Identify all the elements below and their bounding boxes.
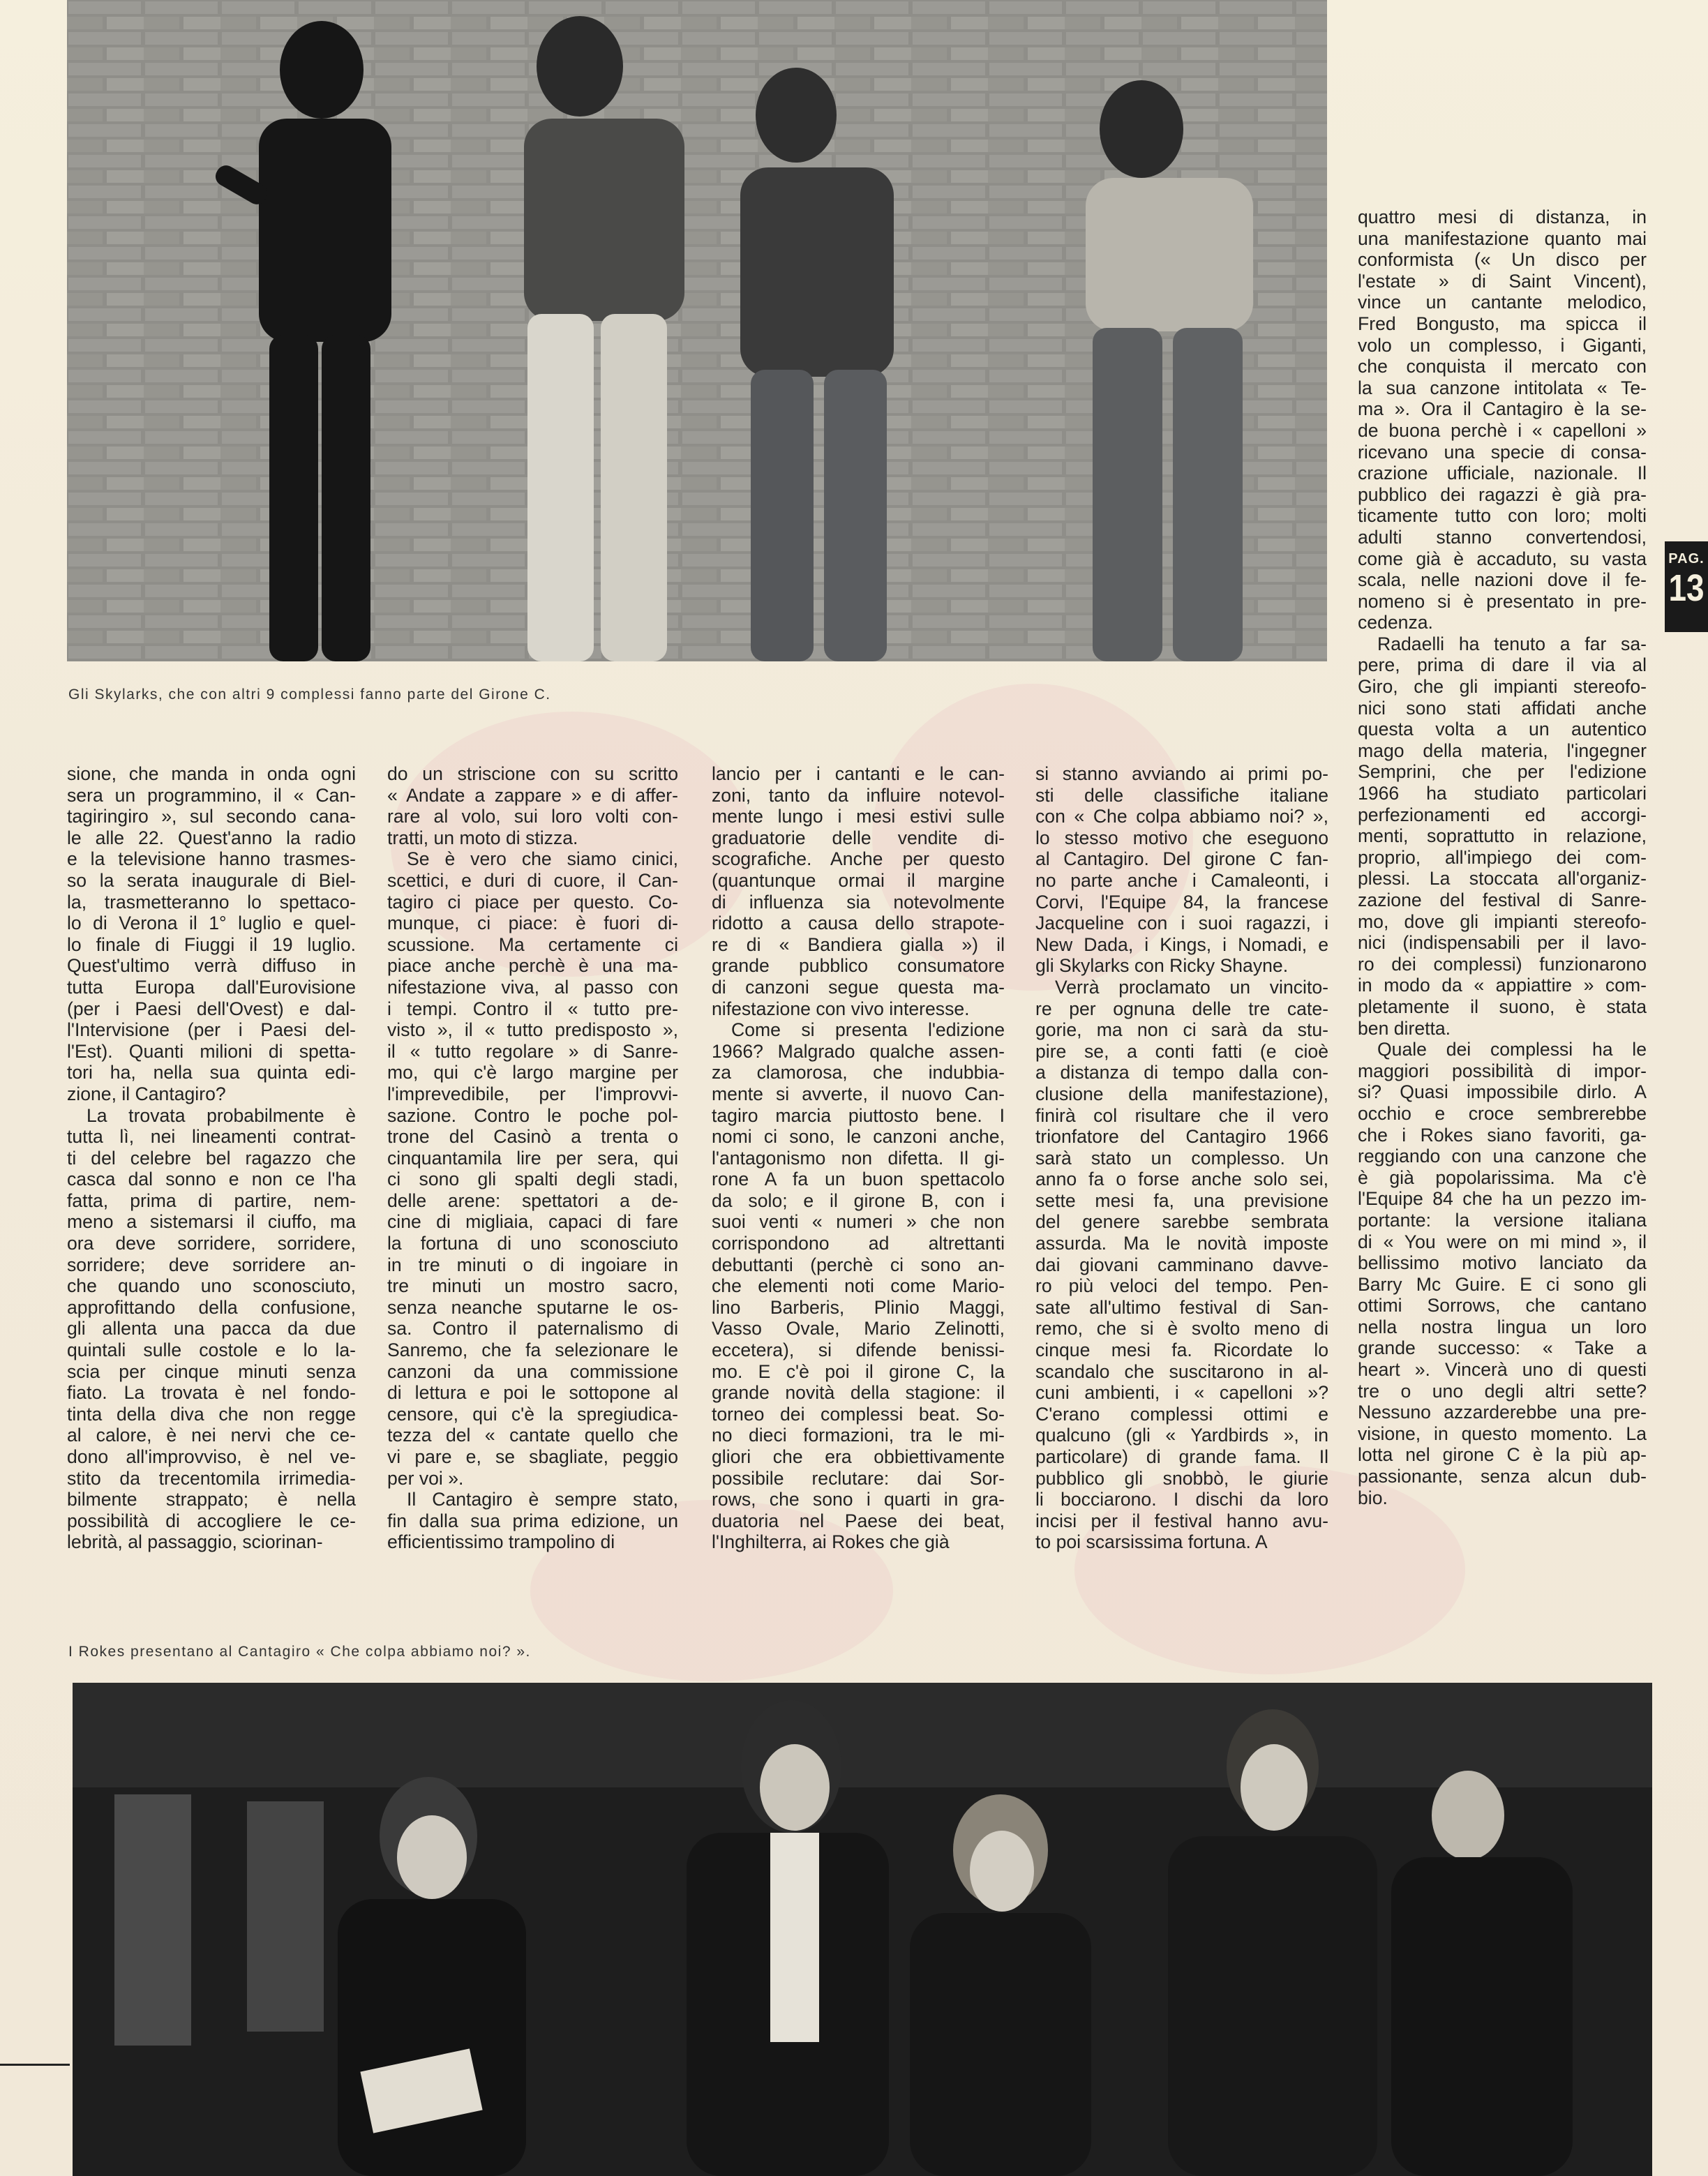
text-line: nella nostra lingua un loro bbox=[1358, 1316, 1647, 1337]
text-line: sera un programmino, il « Can- bbox=[67, 784, 356, 806]
text-line: la fortuna di uno sconosciuto bbox=[387, 1233, 678, 1254]
text-line: pubblico gli snobbò, le giurie bbox=[1035, 1467, 1328, 1489]
text-line: fiato. La trovata è nel fondo- bbox=[67, 1382, 356, 1404]
text-line: trionfatore del Cantagiro 1966 bbox=[1035, 1126, 1328, 1148]
text-line: e la televisione hanno trasmes- bbox=[67, 848, 356, 870]
text-line: mago della materia, l'ingegner bbox=[1358, 740, 1647, 761]
text-line: « Andate a zappare » e di affer- bbox=[387, 784, 678, 806]
text-line: quintali sulle costole e lo la- bbox=[67, 1340, 356, 1361]
text-line: munque, ci piace: è fuori di- bbox=[387, 913, 678, 934]
text-line: delle arene: spettatori a de- bbox=[387, 1190, 678, 1211]
text-line: trone del Casinò a trenta o bbox=[387, 1126, 678, 1148]
text-line: lotta nel girone C è la più ap- bbox=[1358, 1444, 1647, 1466]
text-line: nici sono stati affidati anche bbox=[1358, 697, 1647, 719]
text-line: so la serata inaugurale di Biel- bbox=[67, 869, 356, 891]
text-line: il « tutto regolare » di Sanre- bbox=[387, 1040, 678, 1062]
text-line: di canzoni segue questa ma- bbox=[712, 976, 1005, 998]
text-line: crazione ufficiale, nazionale. Il bbox=[1358, 463, 1647, 484]
text-line: tezza del « cantate quello che bbox=[387, 1425, 678, 1446]
text-line: Se è vero che siamo cinici, bbox=[407, 848, 678, 870]
text-line: proprio, all'impiego dei com- bbox=[1358, 846, 1647, 868]
text-line: l'imprevedibile, per l'improvvi- bbox=[387, 1083, 678, 1104]
text-line: pletamente il suono, è stata bbox=[1358, 996, 1647, 1017]
text-line: remo, che si è svolto meno di bbox=[1035, 1318, 1328, 1340]
text-line: a distanza di tempo dalla con- bbox=[1035, 1062, 1328, 1083]
text-line: vince un cantante melodico, bbox=[1358, 292, 1647, 313]
text-line: che conquista il mercato con bbox=[1358, 356, 1647, 377]
text-line: ci sono gli spalti degli stadi, bbox=[387, 1169, 678, 1190]
text-line: la sua canzone intitolata « Te- bbox=[1358, 377, 1647, 398]
text-line: che i Rokes siano favoriti, ga- bbox=[1358, 1124, 1647, 1146]
text-line: torneo dei complessi beat. So- bbox=[712, 1403, 1005, 1425]
text-line: Come si presenta l'edizione bbox=[731, 1019, 1005, 1041]
text-line: si? Quasi impossibile dirlo. A bbox=[1358, 1081, 1647, 1103]
text-line: tagiro ci piace per questo. Co- bbox=[387, 891, 678, 913]
text-line: li bocciarono. I dischi da loro bbox=[1035, 1489, 1328, 1510]
text-line: mo, dove gli impianti stereofo- bbox=[1358, 910, 1647, 932]
photo-caption-top: Gli Skylarks, che con altri 9 complessi fanno parte del Girone C. bbox=[68, 686, 551, 703]
text-line: l'Intervisione (per i Paesi del- bbox=[67, 1019, 356, 1041]
text-line: cine di migliaia, capaci di fare bbox=[387, 1211, 678, 1233]
text-line: che quando uno sconosciuto, bbox=[67, 1275, 356, 1297]
text-line: scia per cinque minuti senza bbox=[67, 1360, 356, 1382]
margin-rule bbox=[0, 2064, 70, 2066]
text-line: finirà col risultare che il vero bbox=[1035, 1104, 1328, 1126]
text-line: al calore, è nei nervi che ce- bbox=[67, 1425, 356, 1446]
text-line: pubblico dei ragazzi è già pra- bbox=[1358, 483, 1647, 505]
text-line: tratti, un moto di stizza. bbox=[387, 827, 578, 848]
text-line: canzoni da una commissione bbox=[387, 1360, 678, 1382]
text-line: mo. E c'è poi il girone C, la bbox=[712, 1360, 1005, 1382]
text-line: suoi venti « numeri » che non bbox=[712, 1211, 1005, 1233]
text-line: ben diretta. bbox=[1358, 1017, 1451, 1039]
text-line: scussione. Ma certamente ci bbox=[387, 933, 678, 955]
text-line: meno a sistemarsi il ciuffo, ma bbox=[67, 1211, 356, 1233]
text-line: Quest'ultimo verrà diffuso in bbox=[67, 955, 356, 977]
text-line: grande successo: « Take a bbox=[1358, 1337, 1647, 1359]
text-line: nifestazione con vivo interesse. bbox=[712, 998, 970, 1019]
text-line: del genere sarebbe sembrata bbox=[1035, 1211, 1328, 1233]
text-line: Fred Bongusto, ma spicca il bbox=[1358, 313, 1647, 334]
text-line: Nessuno azzarderebbe una pre- bbox=[1358, 1402, 1647, 1423]
text-line: che elementi noti come Mario- bbox=[712, 1275, 1005, 1297]
text-line: l'Est). Quanti milioni di spetta- bbox=[67, 1040, 356, 1062]
text-line: Vasso Ovale, Mario Zelinotti, bbox=[712, 1318, 1005, 1340]
text-line: lo stesso motivo che eseguono bbox=[1035, 827, 1328, 848]
text-line: New Dada, i Kings, i Nomadi, e bbox=[1035, 933, 1328, 955]
text-line: ottimi Sorrows, che cantano bbox=[1358, 1295, 1647, 1316]
text-line: re di « Bandiera gialla ») il bbox=[712, 933, 1005, 955]
text-line: visto », il « tutto predisposto », bbox=[387, 1019, 678, 1041]
text-line: cedenza. bbox=[1358, 612, 1433, 633]
text-line: lo finale di Fiuggi il 19 luglio. bbox=[67, 933, 356, 955]
text-line: grande novità della stagione: il bbox=[712, 1382, 1005, 1404]
text-line: sette mesi fa, una previsione bbox=[1035, 1190, 1328, 1211]
text-line: La trovata probabilmente è bbox=[87, 1104, 356, 1126]
text-line: occhio e croce sembrerebbe bbox=[1358, 1102, 1647, 1124]
text-line: perfezionamenti ed accorgi- bbox=[1358, 804, 1647, 825]
text-line: senza neanche sputarne le os- bbox=[387, 1296, 678, 1318]
text-line: incisi per il festival hanno avu- bbox=[1035, 1510, 1328, 1531]
text-line: rows, che sono i quarti in gra- bbox=[712, 1489, 1005, 1510]
text-line: adulti stanno convertendosi, bbox=[1358, 526, 1647, 548]
text-line: gliori che era obbiettivamente bbox=[712, 1446, 1005, 1467]
text-line: sti delle classifiche italiane bbox=[1035, 784, 1328, 806]
text-line: le alle 22. Quest'anno la radio bbox=[67, 827, 356, 848]
text-line: Barry Mc Guire. E ci sono gli bbox=[1358, 1273, 1647, 1295]
text-line: C'erano complessi ottimi e bbox=[1035, 1403, 1328, 1425]
text-line: conformista (« Un disco per bbox=[1358, 249, 1647, 271]
text-line: menti, soprattutto in relazione, bbox=[1358, 825, 1647, 847]
article-column-5 bbox=[1358, 207, 1647, 1508]
text-line: no dieci formazioni, tra le mi- bbox=[712, 1425, 1005, 1446]
text-line: l'antagonismo non difetta. Il gi- bbox=[712, 1147, 1005, 1169]
text-line: ro dei complessi) funzionarono bbox=[1358, 953, 1647, 975]
text-line: de buona perchè i « capelloni » bbox=[1358, 419, 1647, 441]
text-line: ricevano una specie di consa- bbox=[1358, 441, 1647, 463]
text-line: lebrità, al passaggio, sciorinan- bbox=[67, 1531, 323, 1553]
text-line: sorridere; deve sorridere an- bbox=[67, 1254, 356, 1275]
text-line: Quale dei complessi ha le bbox=[1377, 1039, 1647, 1060]
text-line: pire se, a conti fatti (e cioè bbox=[1035, 1040, 1328, 1062]
text-line: possibilità di accogliere le ce- bbox=[67, 1510, 356, 1531]
text-line: approfittando della confusione, bbox=[67, 1296, 356, 1318]
text-line: fatta, prima di partire, nem- bbox=[67, 1190, 356, 1211]
text-line: scografiche. Anche per questo bbox=[712, 848, 1005, 870]
text-line: censore, qui c'è la spregiudica- bbox=[387, 1403, 678, 1425]
text-line: efficientissimo trampolino di bbox=[387, 1531, 615, 1553]
text-line: passionante, senza alcun dub- bbox=[1358, 1466, 1647, 1487]
text-line: l'Inghilterra, ai Rokes che già bbox=[712, 1531, 950, 1553]
text-line: Il Cantagiro è sempre stato, bbox=[407, 1489, 678, 1510]
text-line: cinquantamila lire per sera, qui bbox=[387, 1147, 678, 1169]
text-line: ma ». Ora il Cantagiro è la se- bbox=[1358, 398, 1647, 420]
text-line: bellissimo motivo lanciato da bbox=[1358, 1252, 1647, 1274]
text-line: la, trasmetteranno lo spettaco- bbox=[67, 891, 356, 913]
text-line: rare al volo, sui loro volti con- bbox=[387, 806, 678, 827]
text-line: nomeno si è presentato in pre- bbox=[1358, 590, 1647, 612]
text-line: ticamente tutto con loro; molti bbox=[1358, 505, 1647, 527]
text-line: to poi scarsissima fortuna. A bbox=[1035, 1531, 1268, 1553]
photo-rokes bbox=[73, 1683, 1652, 2176]
text-line: gli allenta una pacca da due bbox=[67, 1318, 356, 1340]
photo-skylarks bbox=[67, 0, 1327, 661]
text-line: da solo; e il girone B, con i bbox=[712, 1190, 1005, 1211]
text-line: lancio per i cantanti e le can- bbox=[712, 763, 1005, 784]
text-line: i tempi. Contro il « tutto pre- bbox=[387, 998, 678, 1019]
text-line: cuni ambienti, i « capelloni »? bbox=[1035, 1382, 1328, 1404]
page-number-tab bbox=[1665, 541, 1708, 632]
text-line: Jacqueline con i suoi ragazzi, i bbox=[1035, 913, 1328, 934]
text-line: Corvi, l'Equipe 84, la francese bbox=[1035, 891, 1328, 913]
text-line: portante: la versione italiana bbox=[1358, 1209, 1647, 1231]
text-line: una manifestazione quanto mai bbox=[1358, 227, 1647, 249]
text-line: sa. Contro il paternalismo di bbox=[387, 1318, 678, 1340]
text-line: do un striscione con su scritto bbox=[387, 763, 678, 784]
text-line: dai giovani camminano davve- bbox=[1035, 1254, 1328, 1275]
page-number: 13 bbox=[1668, 567, 1705, 609]
text-line: assurda. Ma le novità imposte bbox=[1035, 1233, 1328, 1254]
text-line: nifestazione viva, al passo con bbox=[387, 976, 678, 998]
text-line: scala, nelle nazioni dove il fe- bbox=[1358, 569, 1647, 591]
text-line: qualcuno (gli « Yardbirds », in bbox=[1035, 1425, 1328, 1446]
text-line: reggiando con una canzone che bbox=[1358, 1146, 1647, 1167]
text-line: (quantunque ormai il margine bbox=[712, 869, 1005, 891]
text-line: heart ». Vincerà uno di questi bbox=[1358, 1359, 1647, 1381]
text-line: ridotto a causa dello strapote- bbox=[712, 913, 1005, 934]
text-line: possibile reclutare: dai Sor- bbox=[712, 1467, 1005, 1489]
text-line: tre minuti un mostro sacro, bbox=[387, 1275, 678, 1297]
text-line: 1966? Malgrado qualche assen- bbox=[712, 1040, 1005, 1062]
text-line: 1966 ha studiato particolari bbox=[1358, 783, 1647, 804]
text-line: nomi ci sono, le canzoni anche, bbox=[712, 1126, 1005, 1148]
text-line: sazione. Contro le poche pol- bbox=[387, 1104, 678, 1126]
text-line: scettici, e duri di cuore, il Can- bbox=[387, 869, 678, 891]
page-label: PAG. bbox=[1668, 551, 1705, 566]
text-line: eccetera), si difende benissi- bbox=[712, 1340, 1005, 1361]
text-line: visione, in questo momento. La bbox=[1358, 1423, 1647, 1444]
text-line: lino Barberis, Plinio Maggi, bbox=[712, 1296, 1005, 1318]
text-line: Semprini, che per l'edizione bbox=[1358, 761, 1647, 783]
text-line: (per i Paesi dell'Ovest) e dal- bbox=[67, 998, 356, 1019]
text-line: sate all'ultimo festival di San- bbox=[1035, 1296, 1328, 1318]
text-line: tori ha, nella sua quinta edi- bbox=[67, 1062, 356, 1083]
text-line: debuttanti (perchè ci sono an- bbox=[712, 1254, 1005, 1275]
text-line: mente lungo i mesi estivi sulle bbox=[712, 806, 1005, 827]
text-line: corrispondono ad altrettanti bbox=[712, 1233, 1005, 1254]
text-line: questa volta a un autentico bbox=[1358, 719, 1647, 740]
text-line: come già è accaduto, su vasta bbox=[1358, 548, 1647, 569]
text-line: za clamorosa, che indubbia- bbox=[712, 1062, 1005, 1083]
text-line: mo, qui c'è largo margine per bbox=[387, 1062, 678, 1083]
text-line: duatoria nel Paese dei beat, bbox=[712, 1510, 1005, 1531]
text-line: Giro, che gli impianti stereofo- bbox=[1358, 676, 1647, 698]
text-line: zazione del festival di Sanre- bbox=[1358, 890, 1647, 910]
text-line: volo un complesso, i Giganti, bbox=[1358, 334, 1647, 356]
text-line: si stanno avviando ai primi po- bbox=[1035, 763, 1328, 784]
text-line: maggiori possibilità di impor- bbox=[1358, 1060, 1647, 1081]
text-line: anno fa o forse anche solo sei, bbox=[1035, 1169, 1328, 1190]
text-line: tre o uno degli altri sette? bbox=[1358, 1380, 1647, 1402]
text-line: ora deve sorridere, sorridere, bbox=[67, 1233, 356, 1254]
text-line: in tre minuti o di ingoiare in bbox=[387, 1254, 678, 1275]
text-line: grande pubblico consumatore bbox=[712, 955, 1005, 977]
text-line: tagiringiro », sul secondo cana- bbox=[67, 806, 356, 827]
text-line: quattro mesi di distanza, in bbox=[1358, 207, 1647, 227]
text-line: stito da trecentomila irrimedia- bbox=[67, 1467, 356, 1489]
text-line: bilmente strappato; è nella bbox=[67, 1489, 356, 1510]
text-line: cinque mesi fa. Ricordate lo bbox=[1035, 1340, 1328, 1361]
text-line: lo di Verona il 1° luglio e quel- bbox=[67, 913, 356, 934]
text-line: tagiro marcia piuttosto bene. I bbox=[712, 1104, 1005, 1126]
text-line: al Cantagiro. Del girone C fan- bbox=[1035, 848, 1328, 870]
text-line: tutta lì, nei lineamenti contrat- bbox=[67, 1126, 356, 1148]
text-line: l'estate » di Saint Vincent), bbox=[1358, 270, 1647, 292]
text-line: mente si avverte, il nuovo Can- bbox=[712, 1083, 1005, 1104]
text-line: tutta Europa dall'Eurovisione bbox=[67, 976, 356, 998]
text-line: nici (indispensabili per il lavo- bbox=[1358, 932, 1647, 954]
text-line: no parte anche i Camaleonti, i bbox=[1035, 869, 1328, 891]
text-line: particolare) di grande fama. Il bbox=[1035, 1446, 1328, 1467]
photo-caption-bottom: I Rokes presentano al Cantagiro « Che colpa abbiamo noi? ». bbox=[68, 1644, 531, 1660]
text-line: graduatorie delle vendite di- bbox=[712, 827, 1005, 848]
text-line: Sanremo, che fa selezionare le bbox=[387, 1340, 678, 1361]
text-line: gorie, ma non ci sarà da stu- bbox=[1035, 1019, 1328, 1041]
text-line: bio. bbox=[1358, 1487, 1388, 1508]
text-line: dono all'improvviso, è nel ve- bbox=[67, 1446, 356, 1467]
text-line: ro più veloci del tempo. Pen- bbox=[1035, 1275, 1328, 1297]
text-line: rone A fa un buon spettacolo bbox=[712, 1169, 1005, 1190]
text-line: sarà stato un complesso. Un bbox=[1035, 1147, 1328, 1169]
text-line: casca dal sonno e non ce l'ha bbox=[67, 1169, 356, 1190]
text-line: pere, prima di dare il via al bbox=[1358, 654, 1647, 676]
text-line: re per ognuna delle tre cate- bbox=[1035, 998, 1328, 1019]
article-column-2 bbox=[387, 763, 678, 1553]
article-column-4 bbox=[1035, 763, 1328, 1553]
article-column-3 bbox=[712, 763, 1005, 1553]
text-line: ti del celebre bel ragazzo che bbox=[67, 1147, 356, 1169]
text-line: Verrà proclamato un vincito- bbox=[1055, 976, 1328, 998]
text-line: Radaelli ha tenuto a far sa- bbox=[1377, 633, 1647, 654]
text-line: plessi. La stoccata all'organiz- bbox=[1358, 868, 1647, 890]
article-column-1 bbox=[67, 763, 356, 1553]
text-line: tinta della diva che non regge bbox=[67, 1403, 356, 1425]
text-line: gli Skylarks con Ricky Shayne. bbox=[1035, 955, 1289, 977]
text-line: piace anche perchè è una ma- bbox=[387, 955, 678, 977]
text-line: zione, il Cantagiro? bbox=[67, 1083, 226, 1104]
text-line: scandalo che suscitarono in al- bbox=[1035, 1360, 1328, 1382]
text-line: l'Equipe 84 che ha un pezzo im- bbox=[1358, 1188, 1647, 1210]
text-line: in modo da « appiattire » com- bbox=[1358, 975, 1647, 996]
text-line: con « Che colpa abbiamo noi? », bbox=[1035, 806, 1328, 827]
text-line: sione, che manda in onda ogni bbox=[67, 763, 356, 784]
text-line: fin dalla sua prima edizione, un bbox=[387, 1510, 678, 1531]
text-line: zoni, tanto da influire notevol- bbox=[712, 784, 1005, 806]
text-line: per voi ». bbox=[387, 1467, 464, 1489]
text-line: clusione della manifestazione), bbox=[1035, 1083, 1328, 1104]
text-line: di lettura e poi le sottopone al bbox=[387, 1382, 678, 1404]
text-line: vi pare e, se sbagliate, peggio bbox=[387, 1446, 678, 1467]
text-line: di influenza sia notevolmente bbox=[712, 891, 1005, 913]
text-line: di « You were on mi mind », il bbox=[1358, 1231, 1647, 1252]
text-line: è già popolarissima. Ma c'è bbox=[1358, 1166, 1647, 1188]
